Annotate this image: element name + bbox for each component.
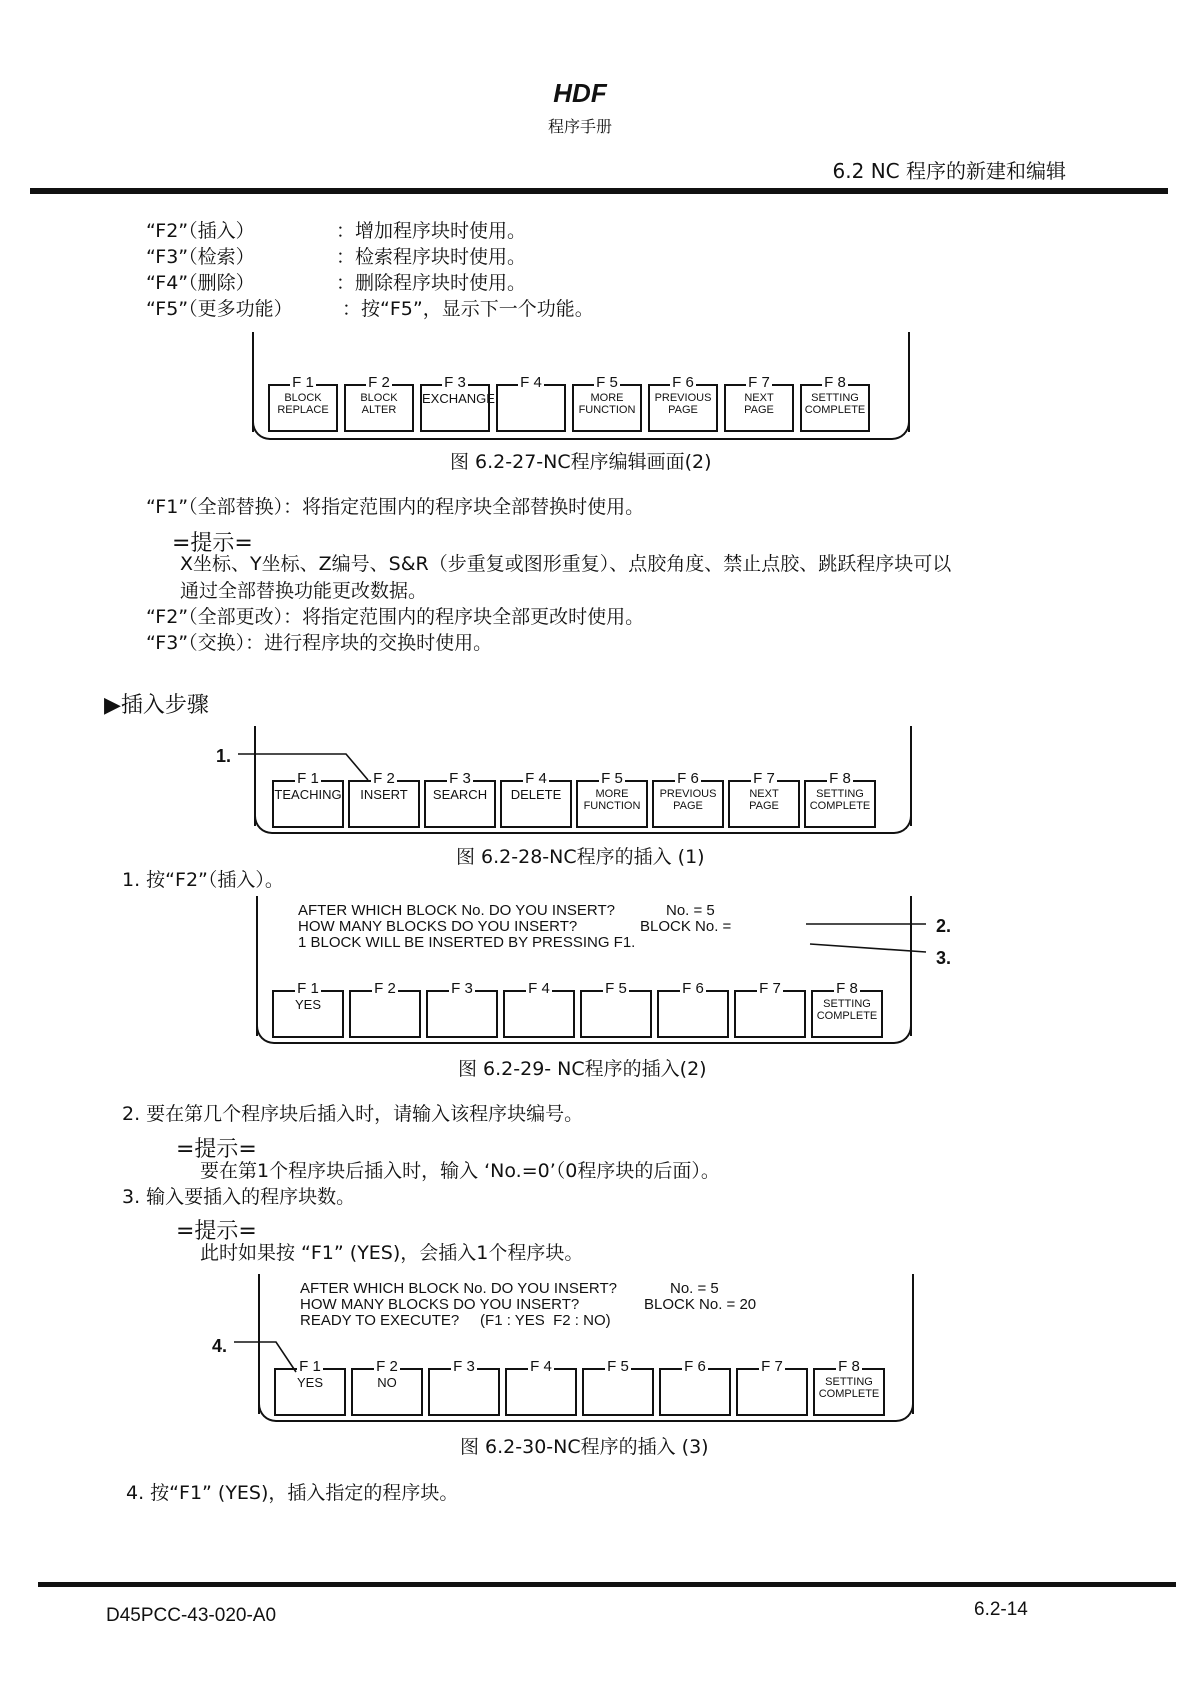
softkey-1[interactable] [274, 1358, 346, 1416]
fig29-line-2b: BLOCK No. = [640, 918, 732, 935]
section-title: 6.2 NC 程序的新建和编辑 [832, 159, 1066, 183]
softkey-label: NEXT PAGE [749, 788, 779, 812]
fig30-line-2b: BLOCK No. = 20 [644, 1296, 757, 1313]
softkey-1[interactable] [268, 374, 338, 432]
softkey-number: F 7 [761, 1358, 783, 1375]
softkey-7[interactable] [724, 374, 794, 432]
fig29-line-1a: AFTER WHICH BLOCK No. DO YOU INSERT? [298, 902, 615, 919]
softkey-number: F 6 [672, 374, 694, 391]
softkey-3[interactable] [424, 770, 496, 828]
softkey-label: MORE FUNCTION [578, 392, 636, 416]
softkey-label: NEXT PAGE [744, 392, 774, 416]
softkey-1[interactable] [272, 770, 344, 828]
hint2-text: 要在第1个程序块后插入时，输入 ‘No.=0’（0程序块的后面）。 [200, 1160, 720, 1182]
intro-key: “F4”（删除） [146, 272, 255, 294]
figure-28-caption: 图 6.2-28-NC程序的插入 (1) [456, 846, 705, 868]
callout-3: 3. [936, 948, 952, 968]
softkey-4[interactable] [500, 770, 572, 828]
softkey-8[interactable] [813, 1358, 885, 1416]
softkey-label: MORE FUNCTION [583, 788, 641, 812]
softkey-number: F 1 [292, 374, 314, 391]
callout-2-3-leaders [806, 914, 932, 974]
fig29-line-3: 1 BLOCK WILL BE INSERTED BY PRESSING F1. [298, 934, 636, 951]
intro-desc: ：删除程序块时使用。 [336, 272, 527, 294]
softkey-5[interactable] [572, 374, 642, 432]
softkey-label: BLOCK REPLACE [277, 392, 329, 416]
softkey-label: EXCHANGE [422, 391, 495, 406]
softkey-1[interactable] [272, 980, 344, 1038]
softkey-number: F 2 [373, 770, 395, 787]
hint2-title: =提示= [176, 1137, 257, 1162]
softkey-number: F 5 [601, 770, 623, 787]
softkey-number: F 1 [297, 770, 319, 787]
softkey-4[interactable] [505, 1358, 577, 1416]
intro-desc: ：按“F5”，显示下一个功能。 [342, 298, 594, 320]
softkey-number: F 4 [528, 980, 550, 997]
softkey-number: F 3 [453, 1358, 475, 1375]
softkey-2[interactable] [351, 1358, 423, 1416]
fig30-line-3: READY TO EXECUTE? (F1 : YES F2 : NO) [300, 1312, 611, 1329]
softkey-number: F 2 [376, 1358, 398, 1375]
softkey-label: NO [377, 1375, 397, 1390]
softkey-number: F 4 [530, 1358, 552, 1375]
intro-desc: ：检索程序块时使用。 [336, 246, 527, 268]
softkey-number: F 8 [836, 980, 858, 997]
figure-30-caption: 图 6.2-30-NC程序的插入 (3) [460, 1436, 709, 1458]
softkey-label: BLOCK ALTER [360, 392, 398, 416]
step-3: 3. 输入要插入的程序块数。 [122, 1186, 356, 1208]
softkey-number: F 5 [605, 980, 627, 997]
f1-replace-text: “F1”（全部替换）：将指定范围内的程序块全部替换时使用。 [146, 496, 645, 518]
softkey-number: F 4 [525, 770, 547, 787]
softkey-2[interactable] [349, 980, 421, 1038]
softkey-number: F 3 [451, 980, 473, 997]
softkey-label: PREVIOUS PAGE [654, 392, 712, 416]
softkey-3[interactable] [428, 1358, 500, 1416]
step-1: 1. 按“F2”（插入）。 [122, 869, 284, 891]
softkey-number: F 7 [759, 980, 781, 997]
softkey-number: F 6 [684, 1358, 706, 1375]
softkey-6[interactable] [657, 980, 729, 1038]
softkey-8[interactable] [800, 374, 870, 432]
softkey-label: INSERT [360, 787, 408, 802]
hint3-text: 此时如果按 “F1” (YES)，会插入1个程序块。 [200, 1242, 584, 1264]
softkey-6[interactable] [659, 1358, 731, 1416]
softkey-7[interactable] [736, 1358, 808, 1416]
softkey-6[interactable] [652, 770, 724, 828]
softkey-5[interactable] [580, 980, 652, 1038]
softkey-number: F 7 [753, 770, 775, 787]
insert-steps-heading: ▶插入步骤 [104, 693, 209, 718]
softkey-3[interactable] [420, 374, 495, 432]
softkey-number: F 7 [748, 374, 770, 391]
figure-27-caption: 图 6.2-27-NC程序编辑画面(2) [450, 451, 712, 473]
softkey-label: YES [296, 1375, 323, 1390]
fig30-line-1b: No. = 5 [670, 1280, 719, 1297]
intro-desc: ：增加程序块时使用。 [336, 220, 527, 242]
softkey-number: F 5 [596, 374, 618, 391]
intro-key: “F2”（插入） [146, 220, 255, 242]
footer-rule [38, 1582, 1176, 1587]
softkey-7[interactable] [734, 980, 806, 1038]
intro-f3 [146, 248, 526, 267]
softkey-number: F 2 [368, 374, 390, 391]
softkey-label: PREVIOUS PAGE [659, 788, 717, 812]
intro-f5 [146, 300, 594, 319]
intro-f2 [146, 222, 526, 241]
step-4: 4. 按“F1” (YES)，插入指定的程序块。 [126, 1482, 459, 1504]
step-2: 2. 要在第几个程序块后插入时，请输入该程序块编号。 [122, 1103, 584, 1125]
callout-2: 2. [936, 916, 952, 936]
softkey-number: F 1 [299, 1358, 321, 1375]
intro-key: “F3”（检索） [146, 246, 255, 268]
softkey-number: F 8 [838, 1358, 860, 1375]
softkey-3[interactable] [426, 980, 498, 1038]
softkey-label: TEACHING [274, 787, 342, 802]
softkey-label: SETTING COMPLETE [818, 1376, 880, 1400]
fig30-line-1a: AFTER WHICH BLOCK No. DO YOU INSERT? [300, 1280, 617, 1297]
callout-1: 1. [216, 746, 232, 766]
softkey-number: F 5 [607, 1358, 629, 1375]
softkey-number: F 6 [677, 770, 699, 787]
header-rule [30, 188, 1168, 194]
hint-title: =提示= [172, 531, 253, 556]
hint-line-2: 通过全部替换功能更改数据。 [180, 580, 428, 602]
softkey-number: F 6 [682, 980, 704, 997]
softkey-number: F 1 [297, 980, 319, 997]
brand-logo: HDF [553, 78, 607, 108]
softkey-6[interactable] [648, 374, 718, 432]
softkey-label: SETTING COMPLETE [809, 788, 871, 812]
intro-f4 [146, 274, 526, 293]
softkey-number: F 8 [824, 374, 846, 391]
figure-29-caption: 图 6.2-29- NC程序的插入(2) [458, 1058, 707, 1080]
softkey-number: F 4 [520, 374, 542, 391]
f2-alter-text: “F2”（全部更改）：将指定范围内的程序块全部更改时使用。 [146, 606, 645, 628]
softkey-7[interactable] [728, 770, 800, 828]
fig30-line-2a: HOW MANY BLOCKS DO YOU INSERT? [300, 1296, 580, 1313]
softkey-4[interactable] [496, 374, 566, 432]
softkey-number: F 3 [444, 374, 466, 391]
softkey-8[interactable] [804, 770, 876, 828]
softkey-4[interactable] [503, 980, 575, 1038]
softkey-2[interactable] [344, 374, 414, 432]
softkey-label: YES [294, 997, 321, 1012]
manual-title: 程序手册 [547, 117, 612, 136]
softkey-number: F 8 [829, 770, 851, 787]
softkey-number: F 2 [374, 980, 396, 997]
intro-key: “F5”（更多功能） [146, 298, 293, 320]
callout-4: 4. [212, 1336, 228, 1356]
fig29-line-2a: HOW MANY BLOCKS DO YOU INSERT? [298, 918, 578, 935]
softkey-2[interactable] [348, 770, 420, 828]
softkey-8[interactable] [811, 980, 883, 1038]
softkey-5[interactable] [582, 1358, 654, 1416]
hint-line-1: X坐标、Y坐标、Z编号、S&R（步重复或图形重复）、点胶角度、禁止点胶、跳跃程序块可以 [180, 553, 952, 575]
hint3-title: =提示= [176, 1219, 257, 1244]
f3-exchange-text: “F3”（交换）：进行程序块的交换时使用。 [146, 632, 493, 654]
softkey-label: DELETE [510, 787, 562, 802]
fig29-line-1b: No. = 5 [666, 902, 715, 919]
softkey-label: SETTING COMPLETE [804, 392, 866, 416]
softkey-5[interactable] [576, 770, 648, 828]
document-id: D45PCC-43-020-A0 [106, 1605, 277, 1626]
page-number: 6.2-14 [974, 1599, 1028, 1620]
softkey-label: SETTING COMPLETE [816, 998, 878, 1022]
softkey-number: F 3 [449, 770, 471, 787]
softkey-label: SEARCH [432, 787, 488, 802]
